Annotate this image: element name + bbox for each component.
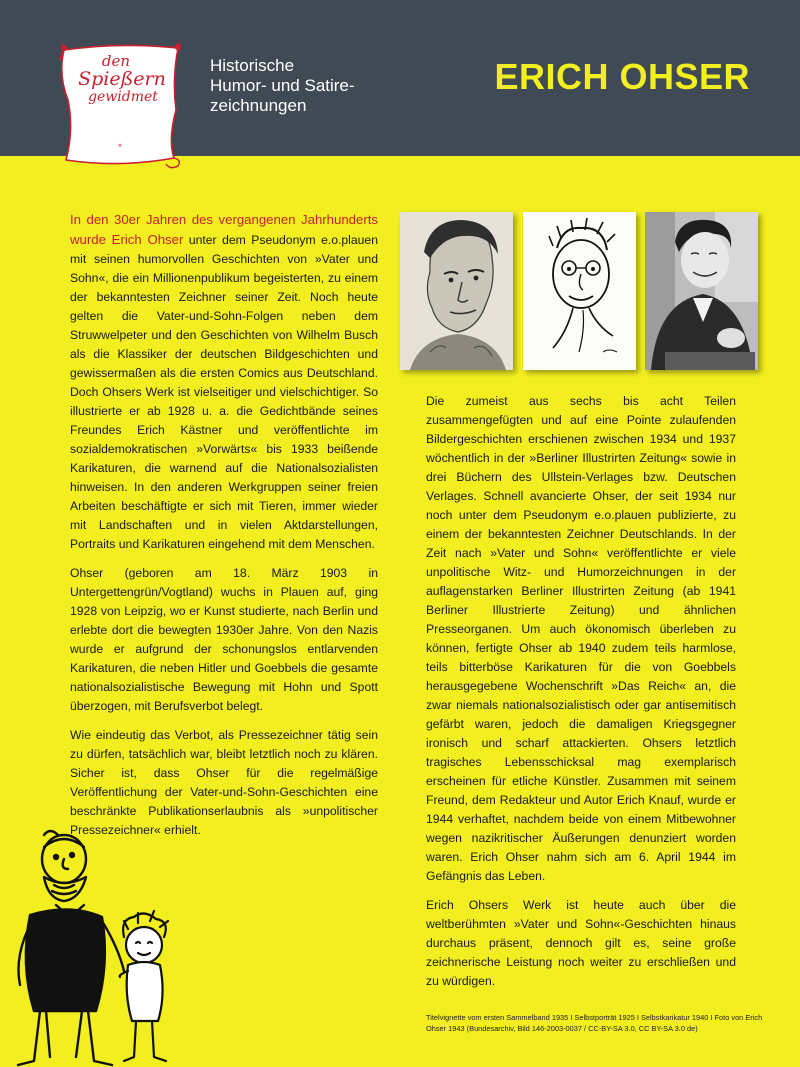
subtitle-line: zeichnungen [210,96,307,115]
self-caricature-image [523,212,636,370]
photo-row [400,212,760,372]
paragraph: Die zumeist aus sechs bis acht Teilen zusammengefügten und auf eine Pointe zulaufenden Bildergeschichten erschienen zwischen 1934 und 1937 wöchentlich in der »Berliner Illustrirten Zeitung« sowie in drei Büchern des Ullstein-Verlages bzw. Deutschen Verlages. Schnell avancierte Ohser, der seit 1934 nur noch unter dem Pseudonym e.o.plauen publizierte, zu einem der bekanntesten Zeichner Deutschlands. In der Zeit nach »Vater und Sohn« veröffentlichte er viele unpolitische Witz- und Humorzeichnungen in der auflagenstarken Berliner Illustrirten Zeitung (ab 1941 Berliner Illustrierte Zeitung) und ähnlichen Presseorganen. Um auch ökonomisch überleben zu können, fertigte Ohser ab 1940 zudem teils harmlose, teils bitterböse Karikaturen für die von Goebbels herausgegebene Wochenschrift »Das Reich« an, die zwar niemals nationalsozialistisch oder gar antisemitisch gefärbt waren, jedoch die damaligen Kriegsgegner ironisch und scharf attackierten. Ohsers letztlich tragisches Lebensschicksal mag exemplarisch erscheinen für etliche Künstler. Zusammen mit seinem Freund, dem Redakteur und Autor Erich Knauf, wurde er 1944 verhaftet, nachdem beide von einem Mitbewohner wegen nazikritischer Äußerungen denunziert worden waren. Erich Ohser nahm sich am 6. April 1944 im Gefängnis das Leben. [426,394,736,883]
svg-text:*: * [118,142,122,152]
ohser-photo-image [645,212,758,370]
logo-text [50,54,190,104]
paragraph: Wie eindeutig das Verbot, als Pressezeichner tätig sein zu dürfen, tatsächlich war, bleibt letztlich noch zu klären. Sicher ist, dass Ohser für die regelmäßige Veröffentlichung der Vater-und-Sohn-Geschichten eine beschränkte Publikationserlaubnis als »unpolitischer Pressezeichner« erhielt. [70,728,378,837]
logo-text-line: gewidmet [88,88,158,105]
image-credits: Titelvignette vom ersten Sammelband 1935 I Selbstporträt 1925 I Selbstkarikatur 1940 I Foto von Erich Ohser 1943 (Bundesarchiv, Bild 146-2003-0037 / CC-BY-SA 3.0, CC BY-SA 3.0 de) [426,1013,763,1033]
subtitle [210,56,355,116]
right-text-column [426,392,736,1001]
logo [50,40,190,175]
paragraph [70,210,378,554]
paragraph: Ohser (geboren am 18. März 1903 in Untergettengrün/Vogtland) wuchs in Plauen auf, ging 1928 von Leipzig, wo er Kunst studierte, nach Berlin und erlebte dort die bewegten 1930er Jahre. Von den Nazis wurde er aufgrund der schonungslos entlarvenden Karikaturen, die neben Hitler und Goebbels die gesamte nationalsozialistische Bewegung mit Hohn und Spott überzogen, mit Berufsverbot belegt. [70,566,378,713]
page-title: ERICH OHSER [494,56,750,97]
subtitle-line: Humor- und Satire- [210,76,355,95]
vater-und-sohn-cartoon [10,825,180,1067]
paragraph-text: unter dem Pseudonym e.o.plauen mit seinen humorvollen Geschichten von »Vater und Sohn«, die ein Millionenpublikum begeisterten, zu einem der bekanntesten Zeichner seiner Zeit. Noch heute gelten die Vater-und-Sohn-Folgen neben dem Struwwelpeter und den Geschichten von Wilhelm Busch als die Klassiker der deutschen Bildgeschichten und gewissermaßen als die ersten Comics aus Deutschland. Doch Ohsers Werk ist vielseitiger und vielschichtiger. So illustrierte er ab 1928 u. a. die Gedichtbände seines Freundes Erich Kästner und veröffentlichte im sozialdemokratischen »Vorwärts« bis 1933 beißende Karikaturen, die warnend auf die Nationalsozialisten hinweisen. In den anderen Werkgruppen seiner freien Arbeiten beschäftigte er sich mit Tieren, immer wieder mit Landschaften und in vielen Aktdarstellungen, Portraits und Karikaturen eingehend mit dem Menschen. [70,233,378,551]
left-text-column [70,210,378,850]
lead-text: In den 30er Jahren des vergangenen Jahrhunderts wurde Erich Ohser [70,212,378,247]
subtitle-line: Historische [210,56,295,75]
logo-text-line: den [101,52,131,70]
paragraph: Erich Ohsers Werk ist heute auch über die weltberühmten »Vater und Sohn«-Geschichten hinaus durchaus präsent, dennoch gilt es, seine große zeichnerische Leistung noch weiter zu erschließen und zu würdigen. [426,898,736,988]
self-portrait-image [400,212,513,370]
logo-text-line: Spießern [78,67,166,90]
